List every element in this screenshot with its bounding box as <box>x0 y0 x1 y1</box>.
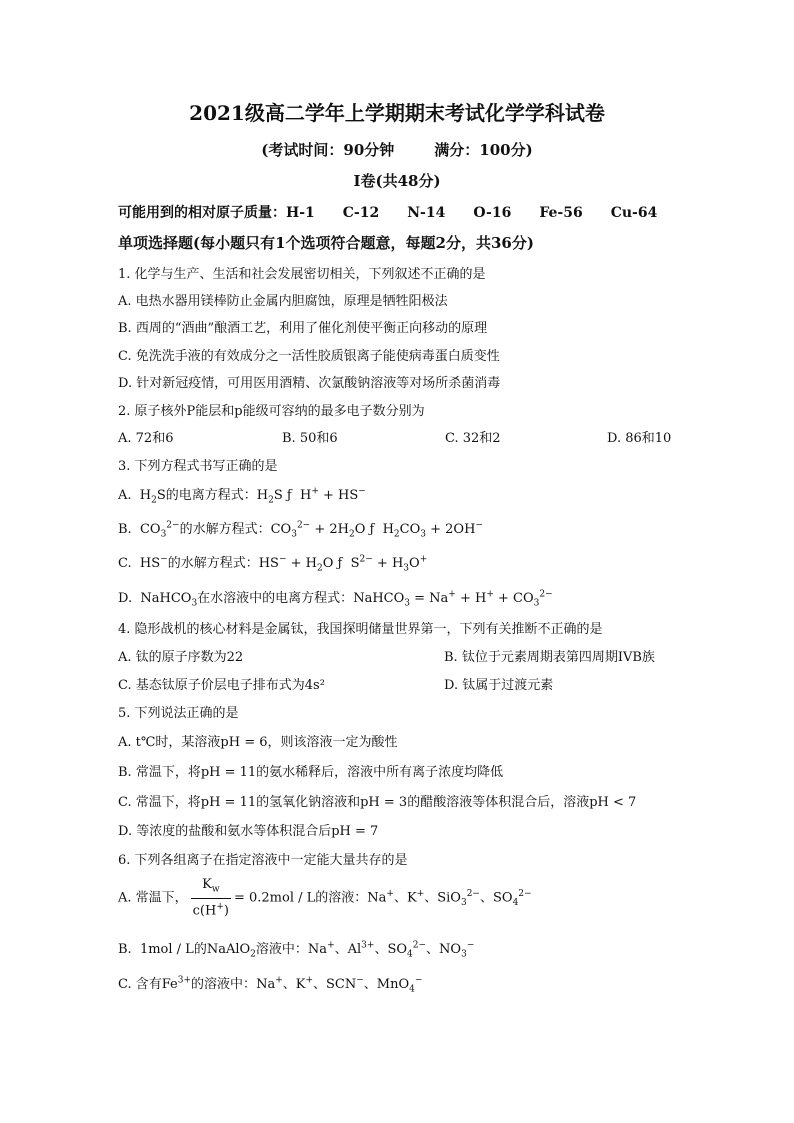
question-2-option-a: A. 72和6 <box>118 431 174 446</box>
section-heading: 单项选择题(每小题只有1个选项符合题意，每题2分，共36分) <box>118 234 534 252</box>
question-6-option-c: C. 含有$Fe^{3+}$的溶液中：Na+、K+、SCN−、MnO$_4$− <box>118 975 423 995</box>
question-1-option-b: B. 西周的“酒曲”酿酒工艺，利用了催化剂使平衡正向移动的原理 <box>118 321 488 336</box>
mass-item: N-14 <box>407 205 446 221</box>
exam-info <box>0 139 794 160</box>
exam-time: (考试时间：90分钟 <box>261 141 395 159</box>
question-3-option-a: A. $H_2S$的电离方程式：$H_2S$ ƒ H+ + HS− <box>118 486 366 506</box>
question-3-stem: 3. 下列方程式书写正确的是 <box>118 459 278 474</box>
question-2-stem: 2. 原子核外P能层和p能级可容纳的最多电子数分别为 <box>118 404 425 419</box>
kw-fraction: $\frac{K_w}{c(H^+)}$ <box>192 877 229 918</box>
question-3-option-c: C. HS−的水解方程式：$HS^- + H_2O$ ƒ $S^{2-} + H_3O^+$ <box>118 554 428 574</box>
question-2-option-b: B. 50和6 <box>282 431 338 446</box>
question-4-option-a: A. 钛的原子序数为22 <box>118 650 244 665</box>
question-4-option-d: D. 钛属于过渡元素 <box>444 678 554 693</box>
exam-title: 2021级高二学年上学期期末考试化学学科试卷 <box>189 101 605 125</box>
question-5-option-d: D. 等浓度的盐酸和氨水等体积混合后pH = 7 <box>118 824 379 839</box>
question-1-option-a: A. 电热水器用镁棒防止金属内胆腐蚀，原理是牺牲阳极法 <box>118 294 448 309</box>
question-5-option-c: C. 常温下，将pH = 11的氢氧化钠溶液和pH = 3的醋酸溶液等体积混合后，溶液pH < 7 <box>118 795 637 810</box>
mass-item: O-16 <box>473 205 512 221</box>
question-1-stem: 1. 化学与生产、生活和社会发展密切相关，下列叙述不正确的是 <box>118 267 486 282</box>
question-6-option-b: B. 1mol / L的NaAlO$_2$溶液中：Na+、$Al^{3+}$、$SO_4^{2-}$、$NO_3^-$ <box>118 940 475 960</box>
question-1-option-c: C. 免洗洗手液的有效成分之一活性胶质银离子能使病毒蛋白质变性 <box>118 349 500 364</box>
question-5-option-b: B. 常温下，将pH = 11的氨水稀释后，溶液中所有离子浓度均降低 <box>118 765 504 780</box>
atomic-masses-label: 可能用到的相对原子质量：H-1 <box>118 205 315 221</box>
question-1-option-d: D. 针对新冠疫情，可用医用酒精、次氯酸钠溶液等对场所杀菌消毒 <box>118 376 501 391</box>
question-2-option-d: D. 86和10 <box>607 431 672 446</box>
question-3-option-d: D. NaHCO$_3$在水溶液中的电离方程式：NaHCO$_3$ = $Na^+ + H^+ + CO_3^{2-}$ <box>118 589 553 609</box>
question-2-option-c: C. 32和2 <box>445 431 501 446</box>
exam-score: 满分：100分) <box>434 141 533 159</box>
mass-item: C-12 <box>342 205 380 221</box>
atomic-masses <box>118 202 657 222</box>
mass-item: Cu-64 <box>610 205 658 221</box>
question-4-option-c: C. 基态钛原子价层电子排布式为4s² <box>118 678 325 693</box>
question-5-option-a: A. t℃时，某溶液pH = 6，则该溶液一定为酸性 <box>118 735 398 750</box>
mass-item: Fe-56 <box>539 205 583 221</box>
part-heading: I卷(共48分) <box>353 172 441 190</box>
question-4-option-b: B. 钛位于元素周期表第四周期IVB族 <box>444 650 655 665</box>
question-3-option-b: B. $CO_3^{2-}$的水解方程式：$CO_3^{2-} + 2H_2O$ ƒ $H_2CO_3 + 2OH^-$ <box>118 520 483 540</box>
question-5-stem: 5. 下列说法正确的是 <box>118 706 239 721</box>
question-6-stem: 6. 下列各组离子在指定溶液中一定能大量共存的是 <box>118 853 408 868</box>
question-4-stem: 4. 隐形战机的核心材料是金属钛，我国探明储量世界第一，下列有关推断不正确的是 <box>118 622 603 637</box>
question-6-option-a: A. 常温下， $\frac{K_w}{c(H^+)}$ = 0.2mol / L的溶液：Na+、K+、SiO$_3^{2-}$、$SO_4^{2-}$ <box>118 877 532 918</box>
